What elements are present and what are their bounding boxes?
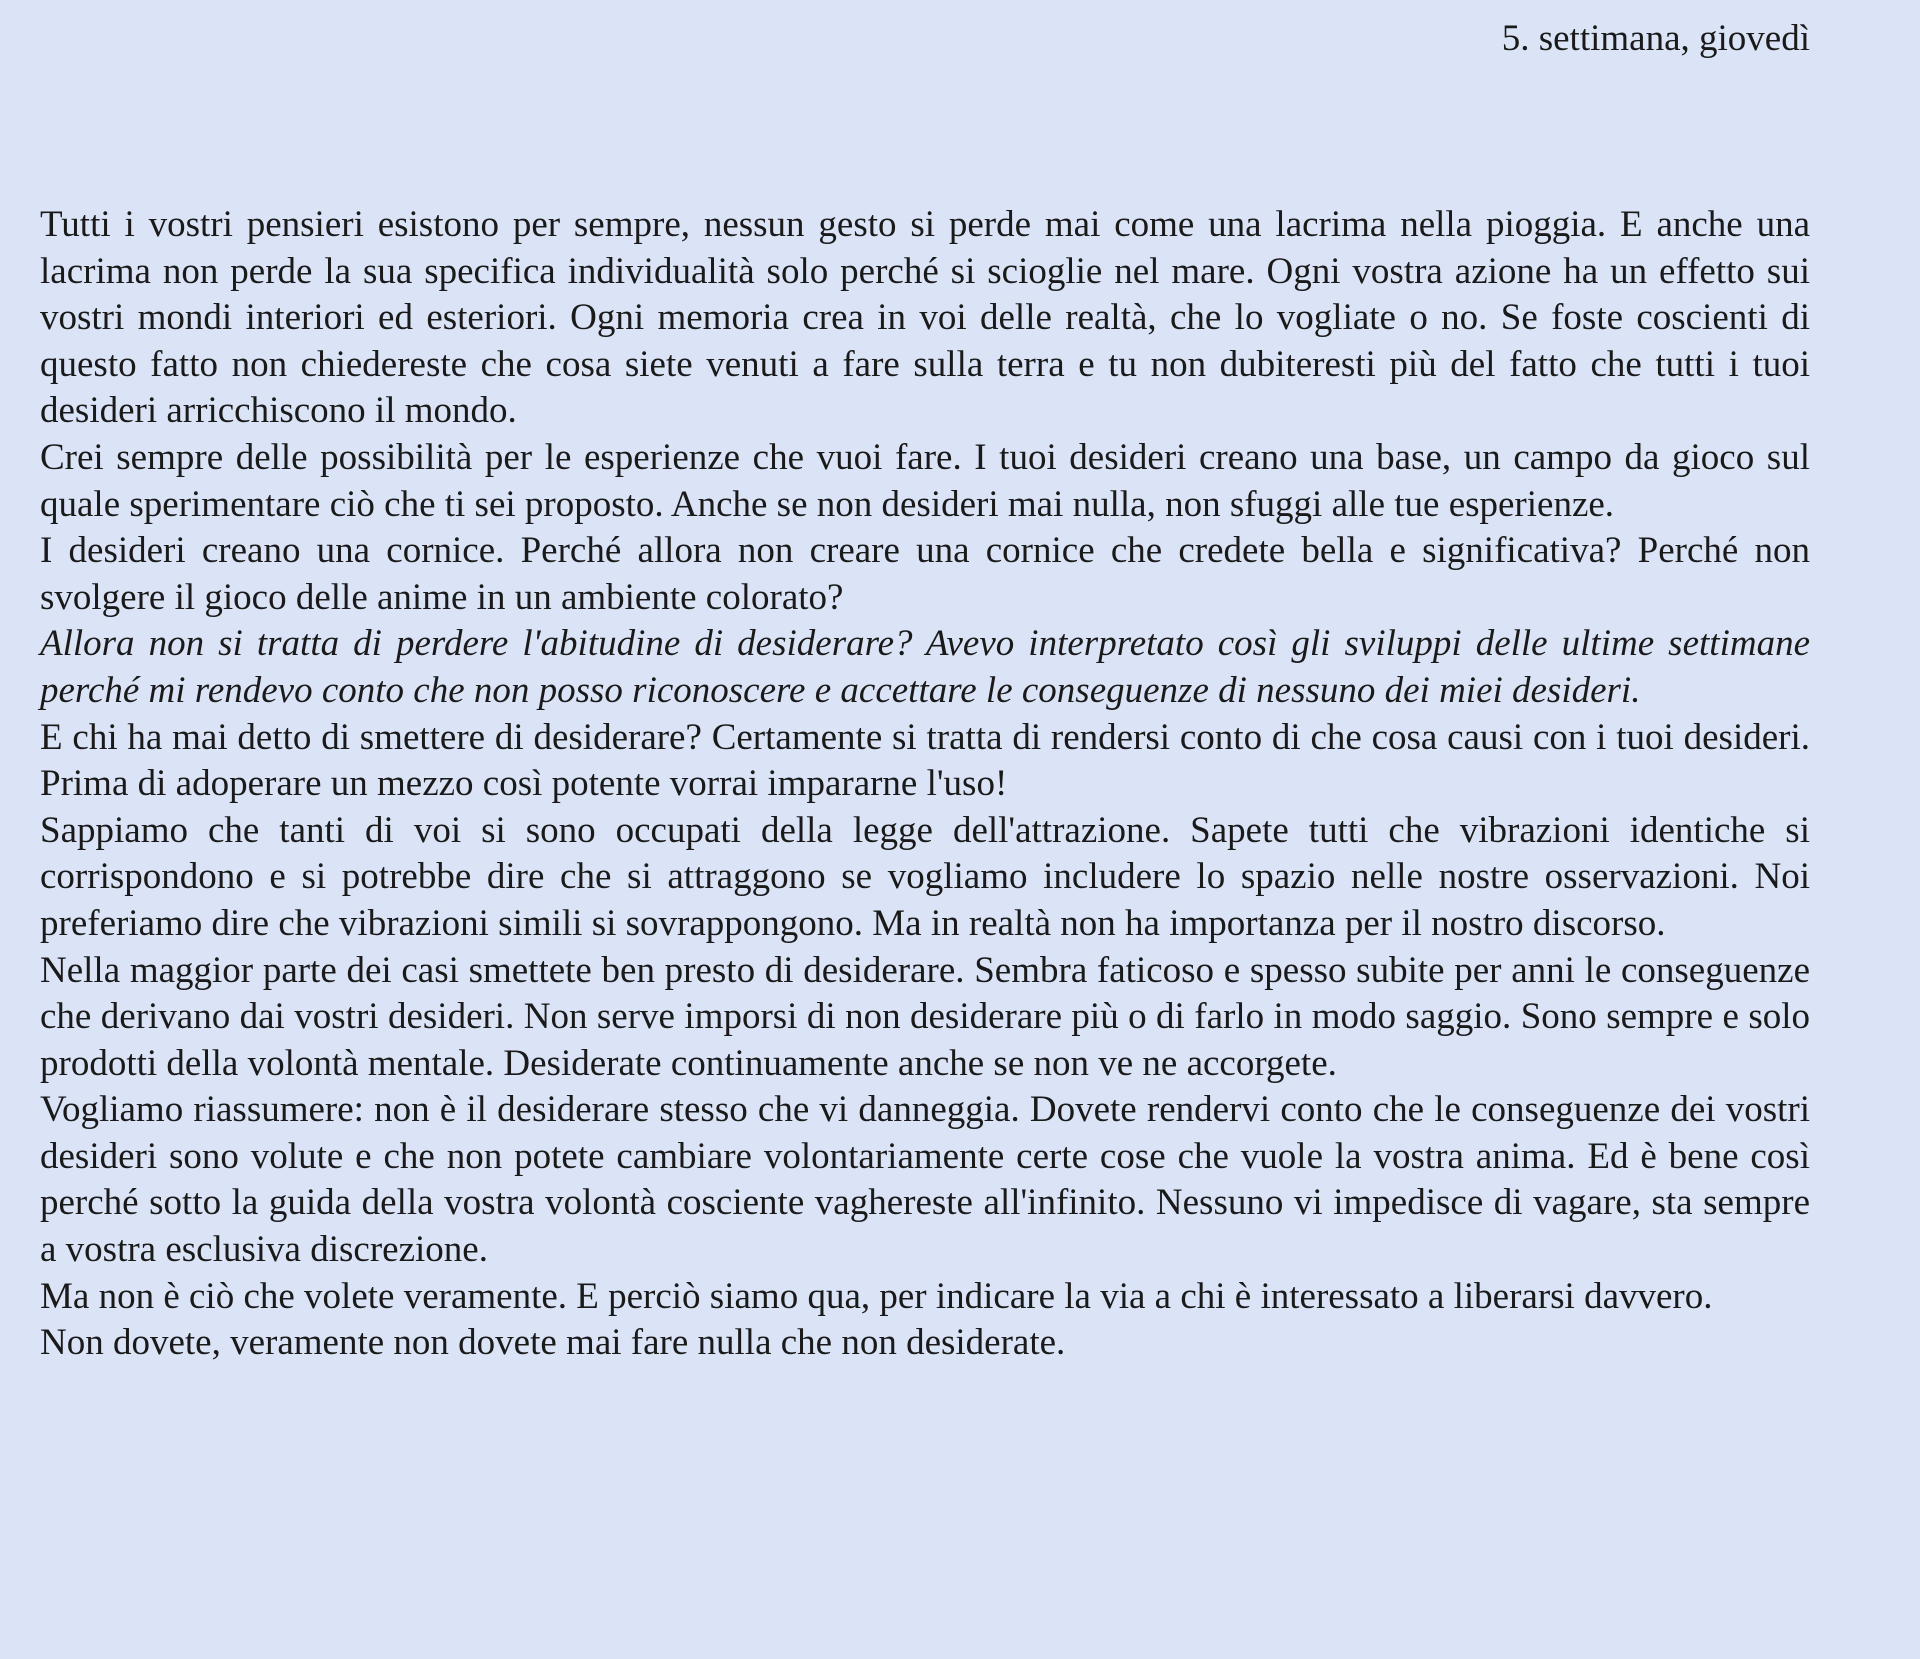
document-page — [40, 0, 1810, 1659]
paragraph-9: Ma non è ciò che volete veramente. E perciò siamo qua, per indicare la via a chi è interessato a liberarsi davvero. — [40, 1275, 1713, 1317]
paragraph-3: I desideri creano una cornice. Perché allora non creare una cornice che credete bella e significativa? Perché non svolgere il gioco delle anime in un ambiente colorato? — [40, 530, 1810, 618]
document-body — [40, 202, 1810, 1367]
paragraph-4-question: Allora non si tratta di perdere l'abitudine di desiderare? Avevo interpretato così gli sviluppi delle ultime settimane perché mi rendevo conto che non posso riconoscere e accettare le conseguenze di nessuno dei miei desideri. — [40, 623, 1810, 711]
paragraph-2: Crei sempre delle possibilità per le esperienze che vuoi fare. I tuoi desideri creano una base, un campo da gioco sul quale sperimentare ciò che ti sei proposto. Anche se non desideri mai nulla, non sfuggi alle tue esperienze. — [40, 436, 1810, 525]
paragraph-8: Vogliamo riassumere: non è il desiderare stesso che vi danneggia. Dovete rendervi conto che le conseguenze dei vostri desideri sono volute e che non potete cambiare volontariamente certe cose che vuole la vostra anima. Ed è bene così perché sotto la guida della vostra volontà cosciente vaghereste all'infinito. Nessuno vi impedisce di vagare, sta sempre a vostra esclusiva discrezione. — [40, 1089, 1810, 1271]
paragraph-10: Non dovete, veramente non dovete mai fare nulla che non desiderate. — [40, 1322, 1066, 1364]
paragraph-7: Nella maggior parte dei casi smettete ben presto di desiderare. Sembra faticoso e spesso subite per anni le conseguenze che derivano dai vostri desideri. Non serve imporsi di non desiderare più o di farlo in modo saggio. Sono sempre e solo prodotti della volontà mentale. Desiderate continuamente anche se non ve ne accorgete. — [40, 949, 1810, 1084]
paragraph-6: Sappiamo che tanti di voi si sono occupati della legge dell'attrazione. Sapete tutti che vibrazioni identiche si corrispondono e si potrebbe dire che si attraggono se vogliamo includere lo spazio nelle nostre osservazioni. Noi preferiamo dire che vibrazioni simili si sovrappongono. Ma in realtà non ha importanza per il nostro discorso. — [40, 809, 1810, 944]
header-date: 5. settimana, giovedì — [1501, 18, 1810, 59]
paragraph-5: E chi ha mai detto di smettere di desiderare? Certamente si tratta di rendersi conto di che cosa causi con i tuoi desideri. Prima di adoperare un mezzo così potente vorrai impararne l'uso! — [40, 716, 1810, 805]
paragraph-1: Tutti i vostri pensieri esistono per sempre, nessun gesto si perde mai come una lacrima nella pioggia. E anche una lacrima non perde la sua specifica individualità solo perché si scioglie nel mare. Ogni vostra azione ha un effetto sui vostri mondi interiori ed esteriori. Ogni memoria crea in voi delle realtà, che lo vogliate o no. Se foste coscienti di questo fatto non chiedereste che cosa siete venuti a fare sulla terra e tu non dubiteresti più del fatto che tutti i tuoi desideri arricchiscono il mondo. — [40, 204, 1810, 432]
